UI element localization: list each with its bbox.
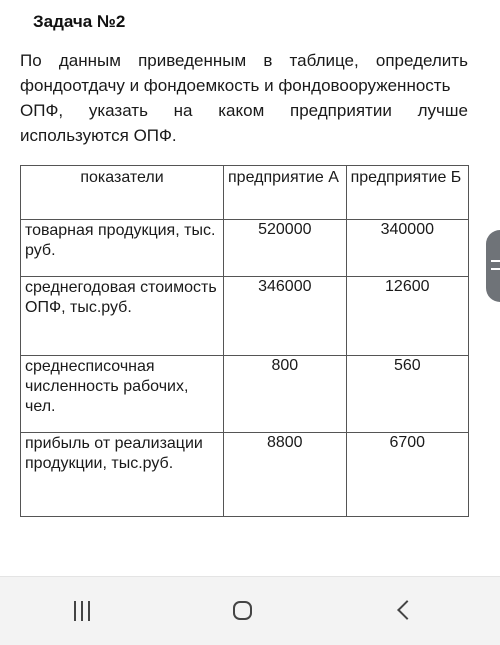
table-header-row xyxy=(21,166,469,220)
table-row xyxy=(21,433,469,517)
row-label: среднесписочная численность рабочих, чел. xyxy=(21,356,224,433)
column-header-enterprise-b: предприятие Б xyxy=(346,166,468,220)
task-line-4: используются ОПФ. xyxy=(20,126,177,145)
row-label: прибыль от реализации продукции, тыс.руб. xyxy=(21,433,224,517)
cell-enterprise-b: 560 xyxy=(346,356,468,433)
task-line-3 xyxy=(20,98,468,123)
cell-enterprise-b: 12600 xyxy=(346,277,468,356)
indicators-table xyxy=(20,165,469,517)
table-row xyxy=(21,356,469,433)
word: ОПФ, xyxy=(20,101,64,120)
word: данным xyxy=(58,51,121,70)
word: в xyxy=(263,51,273,70)
table-row xyxy=(21,220,469,277)
task-text xyxy=(20,48,468,148)
row-label: товарная продукция, тыс. руб. xyxy=(21,220,224,277)
word: предприятии xyxy=(290,101,392,120)
word: на xyxy=(173,101,193,120)
recent-apps-icon[interactable] xyxy=(62,593,102,629)
table-row xyxy=(21,277,469,356)
word: приведенным xyxy=(138,51,247,70)
word: определить xyxy=(375,51,468,70)
column-header-enterprise-a: предприятие А xyxy=(224,166,347,220)
word: таблице, xyxy=(289,51,359,70)
cell-enterprise-b: 340000 xyxy=(346,220,468,277)
task-title: Задача №2 xyxy=(33,12,126,31)
cell-enterprise-a: 8800 xyxy=(224,433,347,517)
cell-enterprise-a: 520000 xyxy=(224,220,347,277)
cell-enterprise-a: 800 xyxy=(224,356,347,433)
back-icon[interactable] xyxy=(386,593,426,629)
column-header-indicators: показатели xyxy=(21,166,224,220)
task-line-1 xyxy=(20,48,468,73)
edge-panel-handle-icon[interactable] xyxy=(486,230,500,302)
word: По xyxy=(20,51,42,70)
word: указать xyxy=(88,101,148,120)
word: лучше xyxy=(417,101,468,120)
task-line-2: фондоотдачу и фондоемкость и фондовооруженность xyxy=(20,76,451,95)
home-icon[interactable] xyxy=(224,593,264,629)
cell-enterprise-b: 6700 xyxy=(346,433,468,517)
word: каком xyxy=(218,101,265,120)
row-label: среднегодовая стоимость ОПФ, тыс.руб. xyxy=(21,277,224,356)
system-navigation-bar xyxy=(0,576,500,645)
cell-enterprise-a: 346000 xyxy=(224,277,347,356)
